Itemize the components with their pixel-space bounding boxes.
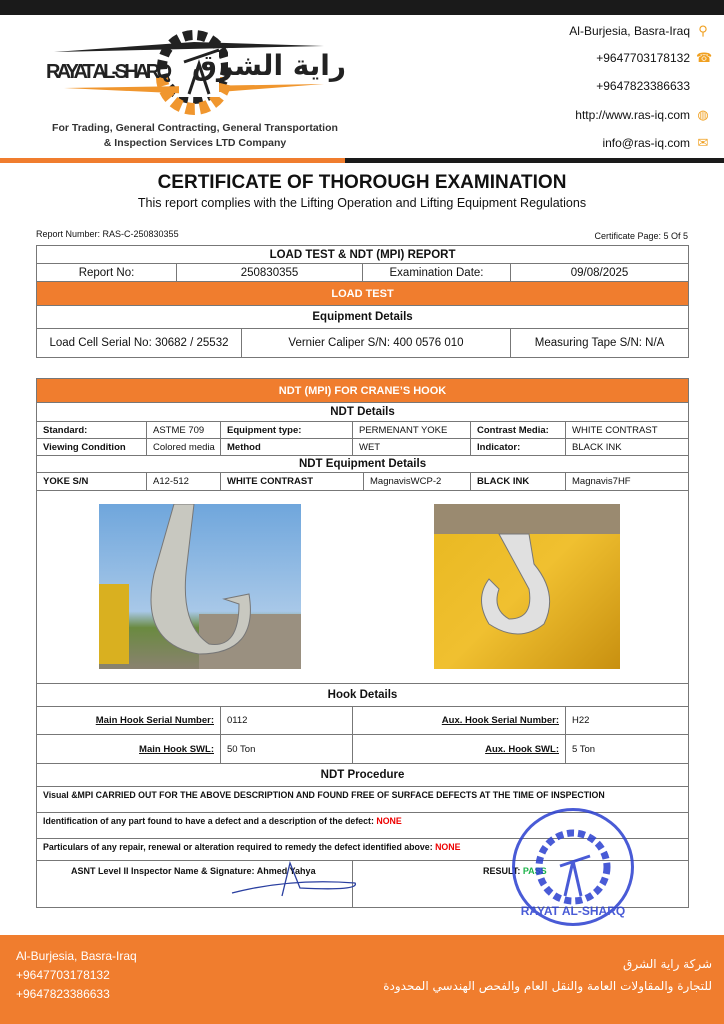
ndt-details-row: Viewing Condition Colored media Method WET Indicator: BLACK INK — [37, 439, 689, 456]
contact-website[interactable]: http://www.ras-iq.com ◍ — [575, 107, 709, 122]
divider-orange — [0, 158, 345, 163]
hook-photo-2 — [434, 504, 620, 669]
inspector-signature: ASNT Level II Inspector Name & Signature: Ahmed Yahya — [37, 861, 353, 908]
measuring-tape-serial: Measuring Tape S/N: N/A — [511, 329, 689, 358]
location-pin-icon: ⚲ — [698, 23, 708, 38]
mail-icon: ✉ — [697, 135, 709, 150]
contact-phone-1: +9647703178132 ☎ — [596, 50, 713, 65]
page-title: CERTIFICATE OF THOROUGH EXAMINATION — [157, 172, 567, 193]
footer — [0, 935, 724, 1024]
report-no-value: 250830355 — [177, 264, 363, 282]
contact-address: Al-Burjesia, Basra-Iraq ⚲ — [410, 24, 710, 38]
contact-email[interactable]: info@ras-iq.com ✉ — [602, 135, 709, 150]
ndt-banner: NDT (MPI) FOR CRANE’S HOOK — [37, 379, 689, 403]
ndt-equipment-row: YOKE S/N A12-512 WHITE CONTRAST MagnavisWCP-2 BLACK INK Magnavis7HF — [37, 473, 689, 491]
brand-name-en: RAYAT AL-SHARQ — [46, 61, 172, 83]
main-hook-swl: 50 Ton — [221, 735, 353, 764]
footer-address: Al-Burjesia, Basra-Iraq — [16, 949, 137, 963]
svg-text:RAYAT AL-SHARQ: RAYAT AL-SHARQ — [520, 904, 626, 918]
company-stamp — [512, 808, 634, 926]
company-tagline: For Trading, General Contracting, General Transportation & Inspection Services LTD Company — [52, 122, 338, 149]
repair-value: NONE — [435, 842, 461, 852]
top-bar — [0, 0, 724, 15]
load-cell-serial: Load Cell Serial No: 30682 / 25532 — [37, 329, 242, 358]
main-hook-serial: 0112 — [221, 707, 353, 735]
load-report-heading: LOAD TEST & NDT (MPI) REPORT — [37, 246, 689, 264]
load-test-table: LOAD TEST & NDT (MPI) REPORT Report No: 250830355 Examination Date: 09/08/2025 LOAD TEST Equipment Details Load Cell Serial No: 30682 / 25532 Vernier Caliper S/N: 400 0576 010 Measuring Tape S/N: N/A — [36, 245, 689, 358]
aux-hook-serial: H22 — [566, 707, 689, 735]
result-value: PASS — [522, 866, 547, 876]
exam-date-value: 09/08/2025 — [511, 264, 689, 282]
load-test-banner: LOAD TEST — [37, 282, 689, 306]
procedure-statement: Visual &MPI CARRIED OUT FOR THE ABOVE DESCRIPTION AND FOUND FREE OF SURFACE DEFECTS AT THE TIME OF INSPECTION — [37, 787, 689, 813]
defect-value: NONE — [376, 816, 402, 826]
footer-phone-2: +9647823386633 — [16, 987, 110, 1001]
contact-phone-2: +9647823386633 — [596, 79, 690, 93]
hook-photo-1 — [99, 504, 301, 669]
footer-arabic-description: للتجارة والمقاولات العامة والنقل العام والفحص الهندسي المحدودة — [383, 979, 712, 993]
divider-dark — [345, 158, 724, 163]
phone-icon: ☎ — [696, 50, 713, 65]
aux-hook-swl: 5 Ton — [566, 735, 689, 764]
ndt-details-row: Standard: ASTME 709 Equipment type: PERMENANT YOKE Contrast Media: WHITE CONTRAST — [37, 422, 689, 439]
certificate-page: Certificate Page: 5 Of 5 — [594, 231, 688, 241]
vernier-caliper-serial: Vernier Caliper S/N: 400 0576 010 — [242, 329, 511, 358]
signature-scribble — [230, 858, 360, 898]
footer-phone-1: +9647703178132 — [16, 968, 110, 982]
brand-name-ar: راية الشرق — [191, 49, 346, 82]
globe-icon: ◍ — [697, 107, 709, 122]
footer-arabic-name: شركة راية الشرق — [623, 957, 712, 971]
page-subtitle: This report complies with the Lifting Operation and Lifting Equipment Regulations — [137, 196, 587, 210]
report-number: Report Number: RAS-C-250830355 — [36, 229, 179, 239]
ndt-table: NDT (MPI) FOR CRANE’S HOOK NDT Details Standard: ASTME 709 Equipment type: PERMENANT YOKE Contrast Media: WHITE CONTRAST Viewing Condition Colored media Method WET Indicator: BLACK INK NDT Equipment Details YOKE S/N A12-512 WHITE CONTRAST MagnavisWCP-2 BLACK INK Magnavis7HF Hook Details Main Hook Serial Number: 0112 Aux. Hook Serial Number: H22 Main Hook SWL: 50 Ton Aux. Hook SWL: 5 Ton NDT Procedure Visual &MPI CARRIED OUT FOR THE ABOVE DESCRIPTION AND FOUND FREE OF SURFACE DEFECTS AT THE TIME OF INSPECTION Identification of any part found to have a defect and a description of the defect: NONE Particulars of any repair, renewal or alteration required to remedy the defect identified above: NONE ASNT Level II Inspector Name & Signature: Ahmed Yahya RESULT: PASS — [36, 378, 689, 908]
